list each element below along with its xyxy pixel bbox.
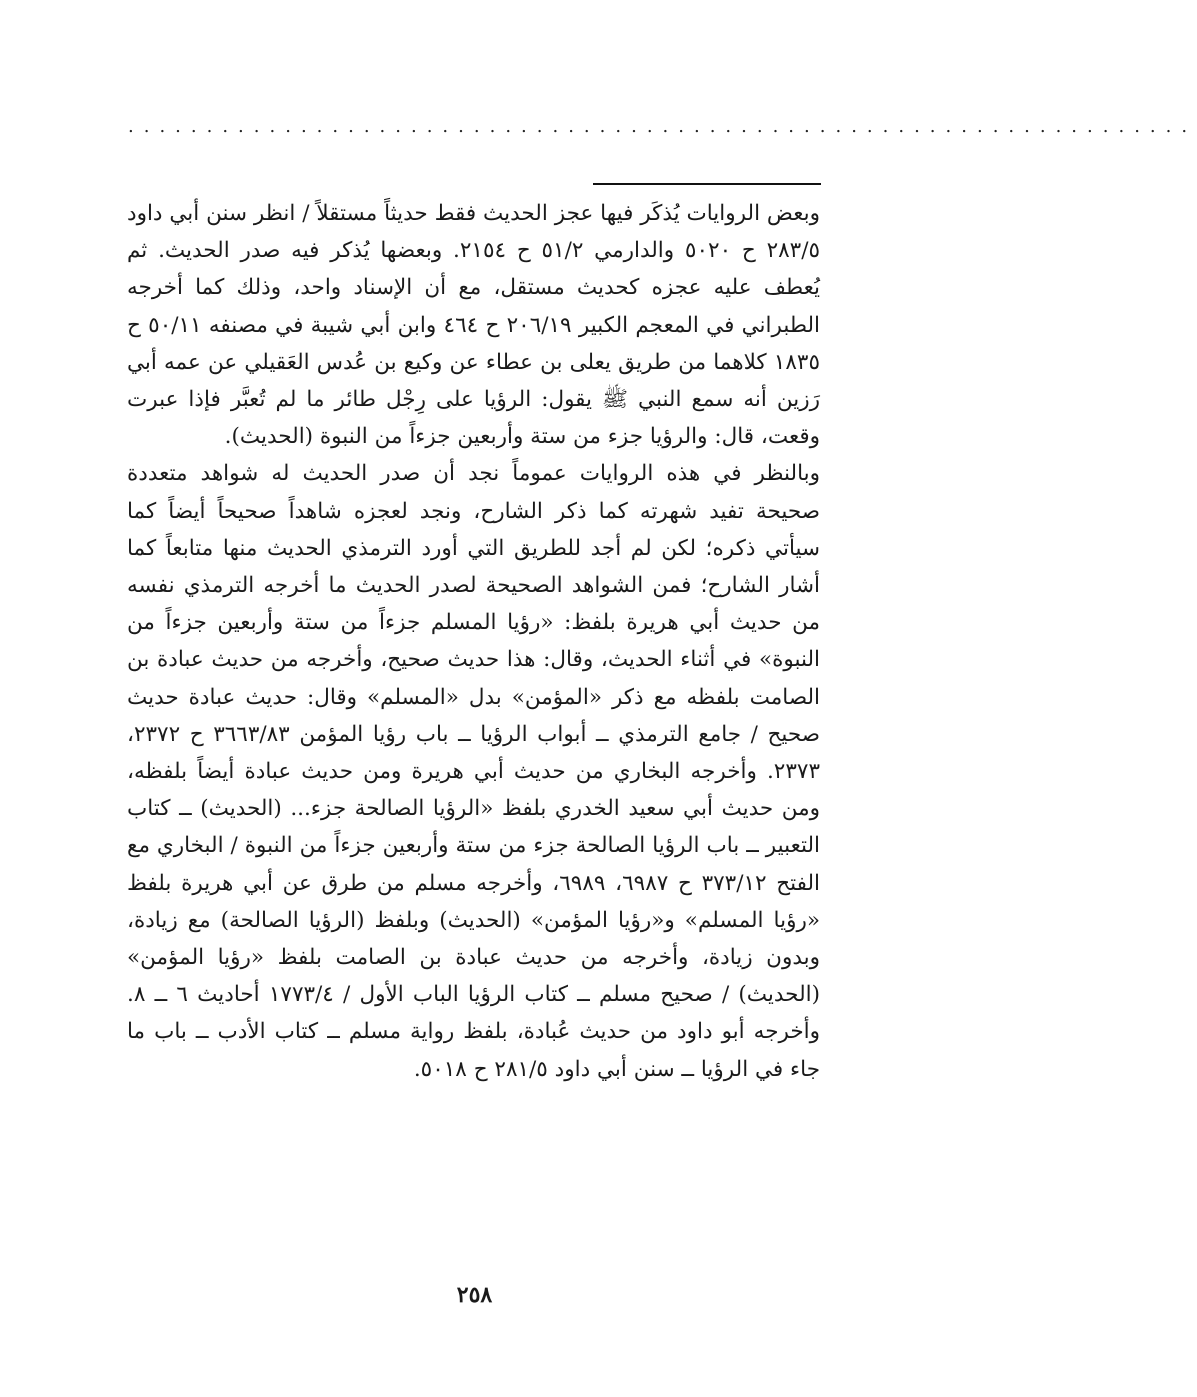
page-number: ٢٥٨ — [456, 1282, 493, 1308]
footnote-paragraph-1: وبعض الروايات يُذكَر فيها عجز الحديث فقط حديثاً مستقلاً / انظر سنن أبي داود ٢٨٣/٥ ح ٥٠٢٠ والدارمي ٥١/٢ ح ٢١٥٤. وبعضها يُذكر فيه صدر الحديث. ثم يُعطف عليه عجزه كحديث مستقل، مع أن الإسناد واحد، وذلك كما أخرجه الطبراني في المعجم الكبير ٢٠٦/١٩ ح ٤٦٤ وابن أبي شيبة في مصنفه ٥٠/١١ ح ١٨٣٥ كلاهما من طريق يعلى بن عطاء عن وكيع بن عُدس العَقيلي عن عمه أبي رَزين أنه سمع النبي ﷺ يقول: الرؤيا على رِجْل طائر ما لم تُعبَّر فإذا عبرت وقعت، قال: والرؤيا جزء من ستة وأربعين جزءاً من النبوة (الحديث). — [127, 201, 821, 450]
dotted-separator: .................................................................... — [128, 116, 1197, 137]
footnote-paragraph-2: وبالنظر في هذه الروايات عموماً نجد أن صدر الحديث له شواهد متعددة صحيحة تفيد شهرته كما ذكر الشارح، ونجد لعجزه شاهداً صحيحاً أيضاً كما سيأتي ذكره؛ لكن لم أجد للطريق التي أورد الترمذي الحديث منها متابعاً كما أشار الشارح؛ فمن الشواهد الصحيحة لصدر الحديث ما أخرجه الترمذي نفسه من حديث أبي هريرة بلفظ: «رؤيا المسلم جزءاً من ستة وأربعين جزءاً من النبوة» في أثناء الحديث، وقال: هذا حديث صحيح، وأخرجه من حديث عبادة بن الصامت بلفظه مع ذكر «المؤمن» بدل «المسلم» وقال: حديث عبادة حديث صحيح / جامع الترمذي ــ أبواب الرؤيا ــ باب رؤيا المؤمن ٣٦٦٣/٨٣ ح ٢٣٧٢، ٢٣٧٣. وأخرجه البخاري من حديث أبي هريرة ومن حديث عبادة أيضاً بلفظه، ومن حديث أبي سعيد الخدري بلفظ «الرؤيا الصالحة جزء... (الحديث) ــ كتاب التعبير ــ باب الرؤيا الصالحة جزء من ستة وأربعين جزءاً من النبوة / البخاري مع الفتح ٣٧٣/١٢ ح ٦٩٨٧، ٦٩٨٩، وأخرجه مسلم من طرق عن أبي هريرة بلفظ «رؤيا المسلم» و«رؤيا المؤمن» (الحديث) وبلفظ (الرؤيا الصالحة) مع زيادة، وبدون زيادة، وأخرجه من حديث عبادة بن الصامت بلفظ «رؤيا المؤمن» (الحديث) / صحيح مسلم ــ كتاب الرؤيا الباب الأول / ١٧٧٣/٤ أحاديث ٦ ــ ٨. وأخرجه أبو داود من حديث عُبادة، بلفظ رواية مسلم ــ كتاب الأدب ــ باب ما جاء في الرؤيا ــ سنن أبي داود ٢٨١/٥ ح ٥٠١٨. — [127, 461, 821, 1082]
footnote-text — [127, 195, 820, 1088]
footnote-separator-line — [593, 183, 821, 185]
